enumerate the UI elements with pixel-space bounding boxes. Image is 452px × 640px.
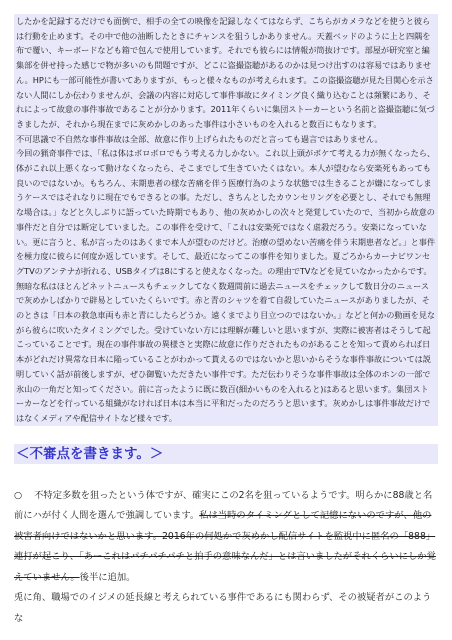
body-text-block — [14, 486, 438, 630]
paragraph-2: 不可思議で不自然な事件事故は全部、故意に作り上げられたものだと言っても過言ではありません。 — [16, 133, 383, 144]
paragraph-3: 今回の猟奇事件では、「私は体はボロボロでもう考える力しかない。これ以上頭がボケて考える力が無くなったら、体がこれ以上悪くなって動けなくなったら、そこまでして生きていたくはない。本人が望むなら安楽死もあっても良いのではないか。もちろん、末期患者の様な苦痛を伴う医療行為のような状態では生きることが嫌になってしまうケースではそれなりに現在でもできるとの事。ただし、きちんとしたカウンセリングを必要とし、それでも無理な場合は。」などと久しぶりに語っていた時期でもあり、他の灰めかしの次々と発覚していたので、当初から故意の事件だと自分では断定していました。この事件を受けて、「これは安楽死ではなく虐殺だろう。安楽になっていない。更に言うと、私が言ったのはあくまで本人が望むのだけど。治療の望めない苦痛を伴う末期患者など。」と事件を極力度に彼らに何度か返しています。そして、最近になってこの事件を知りました。夏ごろからカーナビワンセグTVのアンテナが折れる、USBタイプは8にすると使えなくなった。の理由でTVなどを見ていなかったからです。無暗な私はほとんどネットニュースもチェックしてなく数週間前に過去ニュースをチェックして数日分のニュースで灰めかしばかりで辟易としていたくらいです。赤と青のシャツを着て自殺していたニュースがありましたが、そのときは「日本の救急車両も赤と青にしたらどうか。遠くまでより目立つのではないか。」などと何かの動画を見ながら彼らに吹いたタイミングでした。受けていない方には理解が難しいと思いますが、実際に被害者はそうして起こっていることです。現在の事件事故の異様さと実際に故意に作りだされたものがあることを知って責められば日本がどれだけ異常な日本に陥っていることがわかって貰えるのではないかと思いからそうな事件事故については説明していく話が前後しますが、ぜひ御覧いただきたい事件です。ただ伝わりそうな事件事故は全体のホンの一部で氷山の一角だと知ってください。前に言ったように既に数百(細かいものを入れると)はあると思います。集団ストーカーなどを行っている組織がなければ日本は本当に平和だったのだろうと思います。灰めかしは事件事故だけではなくメディアや配信サイトなど様々です。 — [16, 148, 436, 423]
appended-note: 後半に追加。 — [79, 571, 136, 583]
bullet-text: 不特定多数を狙ったという体ですが、確実にこの2名を狙っているようです。明らかに88歳と名前にハが付く人間を選んで強調しています。 — [14, 489, 433, 522]
highlighted-text-block — [14, 14, 438, 426]
body-paragraph: 兎に角、職場でのイジメの延長線と考えられている事件であるにも関わらず、その被疑者がこのような — [14, 592, 432, 624]
paragraph-1: したかを記録するだけでも面倒で、相手の全ての映像を記録しなくてはならず、こちらがカメラなどを使うと彼らは行動を止めます。その中で他の油断したときにチャンスを狙うしかありません。天蓋ベッドのように上と四隅を布で覆い、キーボードなども箱で包んで使用しています。それでも彼らには情報が筒抜けです。部屋が研究室と編集部を併せ持った感じで物が多いのも問題ですが、どこに盗撮盗聴があるのかは見つけ出すのは容易ではありません。HPにも一部可能性が書いてありますが、もっと様々なものが考えられます。この盗撮盗聴が見た目関心を示さない人間にしか伝わりませんが、会議の内容に対応して事件事故にタイミング良く織り込むことは頻繁にあり、それによって故意の事件事故であることが分かります。2011年くらいに集団ストーカーという名前と盗撮盗聴に気づきましたが、それから現在までに灰めかしのあった事件は小さいものを入れると数百にもなります。 — [16, 16, 435, 129]
struck-text: 私は当時のタイミングとして記憶にないのですが、他の被害者向けではないかと思います。2016年の何処かで灰めかし配信サイトを監視中に匿名の「888」連打が起こり、「あーこれはパチパチパチと拍手の意味なんだ」とは言いましたがそれくらいにしか覚えていません。 — [14, 510, 436, 583]
bullet-circle-icon: ○ — [14, 489, 23, 501]
bullet-paragraph — [14, 486, 438, 589]
section-heading: ＜不審点を書きます。＞ — [14, 444, 438, 464]
